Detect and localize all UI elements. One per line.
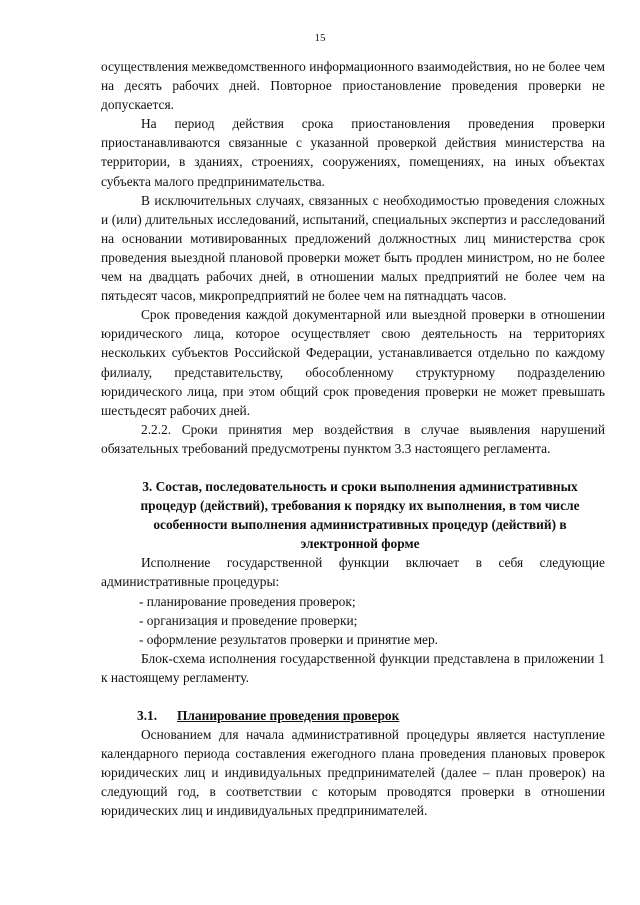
paragraph: Основанием для начала административной процедуры является наступление календарного периода составления ежегодного плана проведения плановых проверок юридических лиц и индивидуальных предпринимателей (далее – план проверок) на следующий год, в соответствии с которым проводятся проверки в отношении юридических лиц и индивидуальных предпринимателей.: [101, 727, 605, 819]
section-heading: 3. Состав, последовательность и сроки выполнения административных процедур (действий), требования к порядку их выполнения, в том числе особенности выполнения административных процедур (действий) в электронной форме: [140, 478, 580, 552]
paragraph: Срок проведения каждой документарной или выездной проверки в отношении юридического лица, которое осуществляет свою деятельность на территориях нескольких субъектов Российской Федерации, устанавливается отдельно по каждому филиалу, представительству, обособленному структурному подразделению юридического лица, при этом общий срок проведения проверки не может превышать шестьдесят рабочих дней.: [101, 307, 605, 418]
paragraph: 2.2.2. Сроки принятия мер воздействия в случае выявления нарушений обязательных требований предусмотрены пунктом 3.3 настоящего регламента.: [101, 421, 605, 456]
subsection-heading: [101, 706, 605, 725]
document-body: [101, 57, 605, 821]
subsection-title: Планирование проведения проверок: [177, 708, 400, 723]
list-item: - оформление результатов проверки и принятие мер.: [139, 631, 439, 647]
page-number: 15: [314, 32, 326, 44]
paragraph: Блок-схема исполнения государственной функции представлена в приложении 1 к настоящему регламенту.: [101, 650, 605, 685]
paragraph: В исключительных случаях, связанных с необходимостью проведения сложных и (или) длительных исследований, испытаний, специальных экспертиз и расследований на основании мотивированных предложений должностных лиц министерства срок проведения выездной плановой проверки может быть продлен министром, но не более чем на двадцать рабочих дней, в отношении малых предприятий не более чем на пятьдесят часов, микропредприятий не более чем на пятнадцать часов.: [101, 192, 605, 304]
spacer: [101, 687, 605, 706]
subsection-number: 3.1.: [137, 708, 158, 723]
paragraph: осуществления межведомственного информационного взаимодействия, но не более чем на десять рабочих дней. Повторное приостановление проведения проверки не допускается.: [101, 59, 605, 113]
paragraph: Исполнение государственной функции включает в себя следующие административные процедуры:: [101, 555, 605, 590]
spacer: [101, 458, 605, 477]
list-item: - организация и проведение проверки;: [139, 612, 358, 628]
list-item: - планирование проведения проверок;: [139, 593, 356, 609]
paragraph: На период действия срока приостановления проведения проверки приостанавливаются связанные с указанной проверкой действия министерства на территории, в зданиях, строениях, сооружениях, помещениях, на иных объектах субъекта малого предпринимательства.: [101, 116, 605, 189]
